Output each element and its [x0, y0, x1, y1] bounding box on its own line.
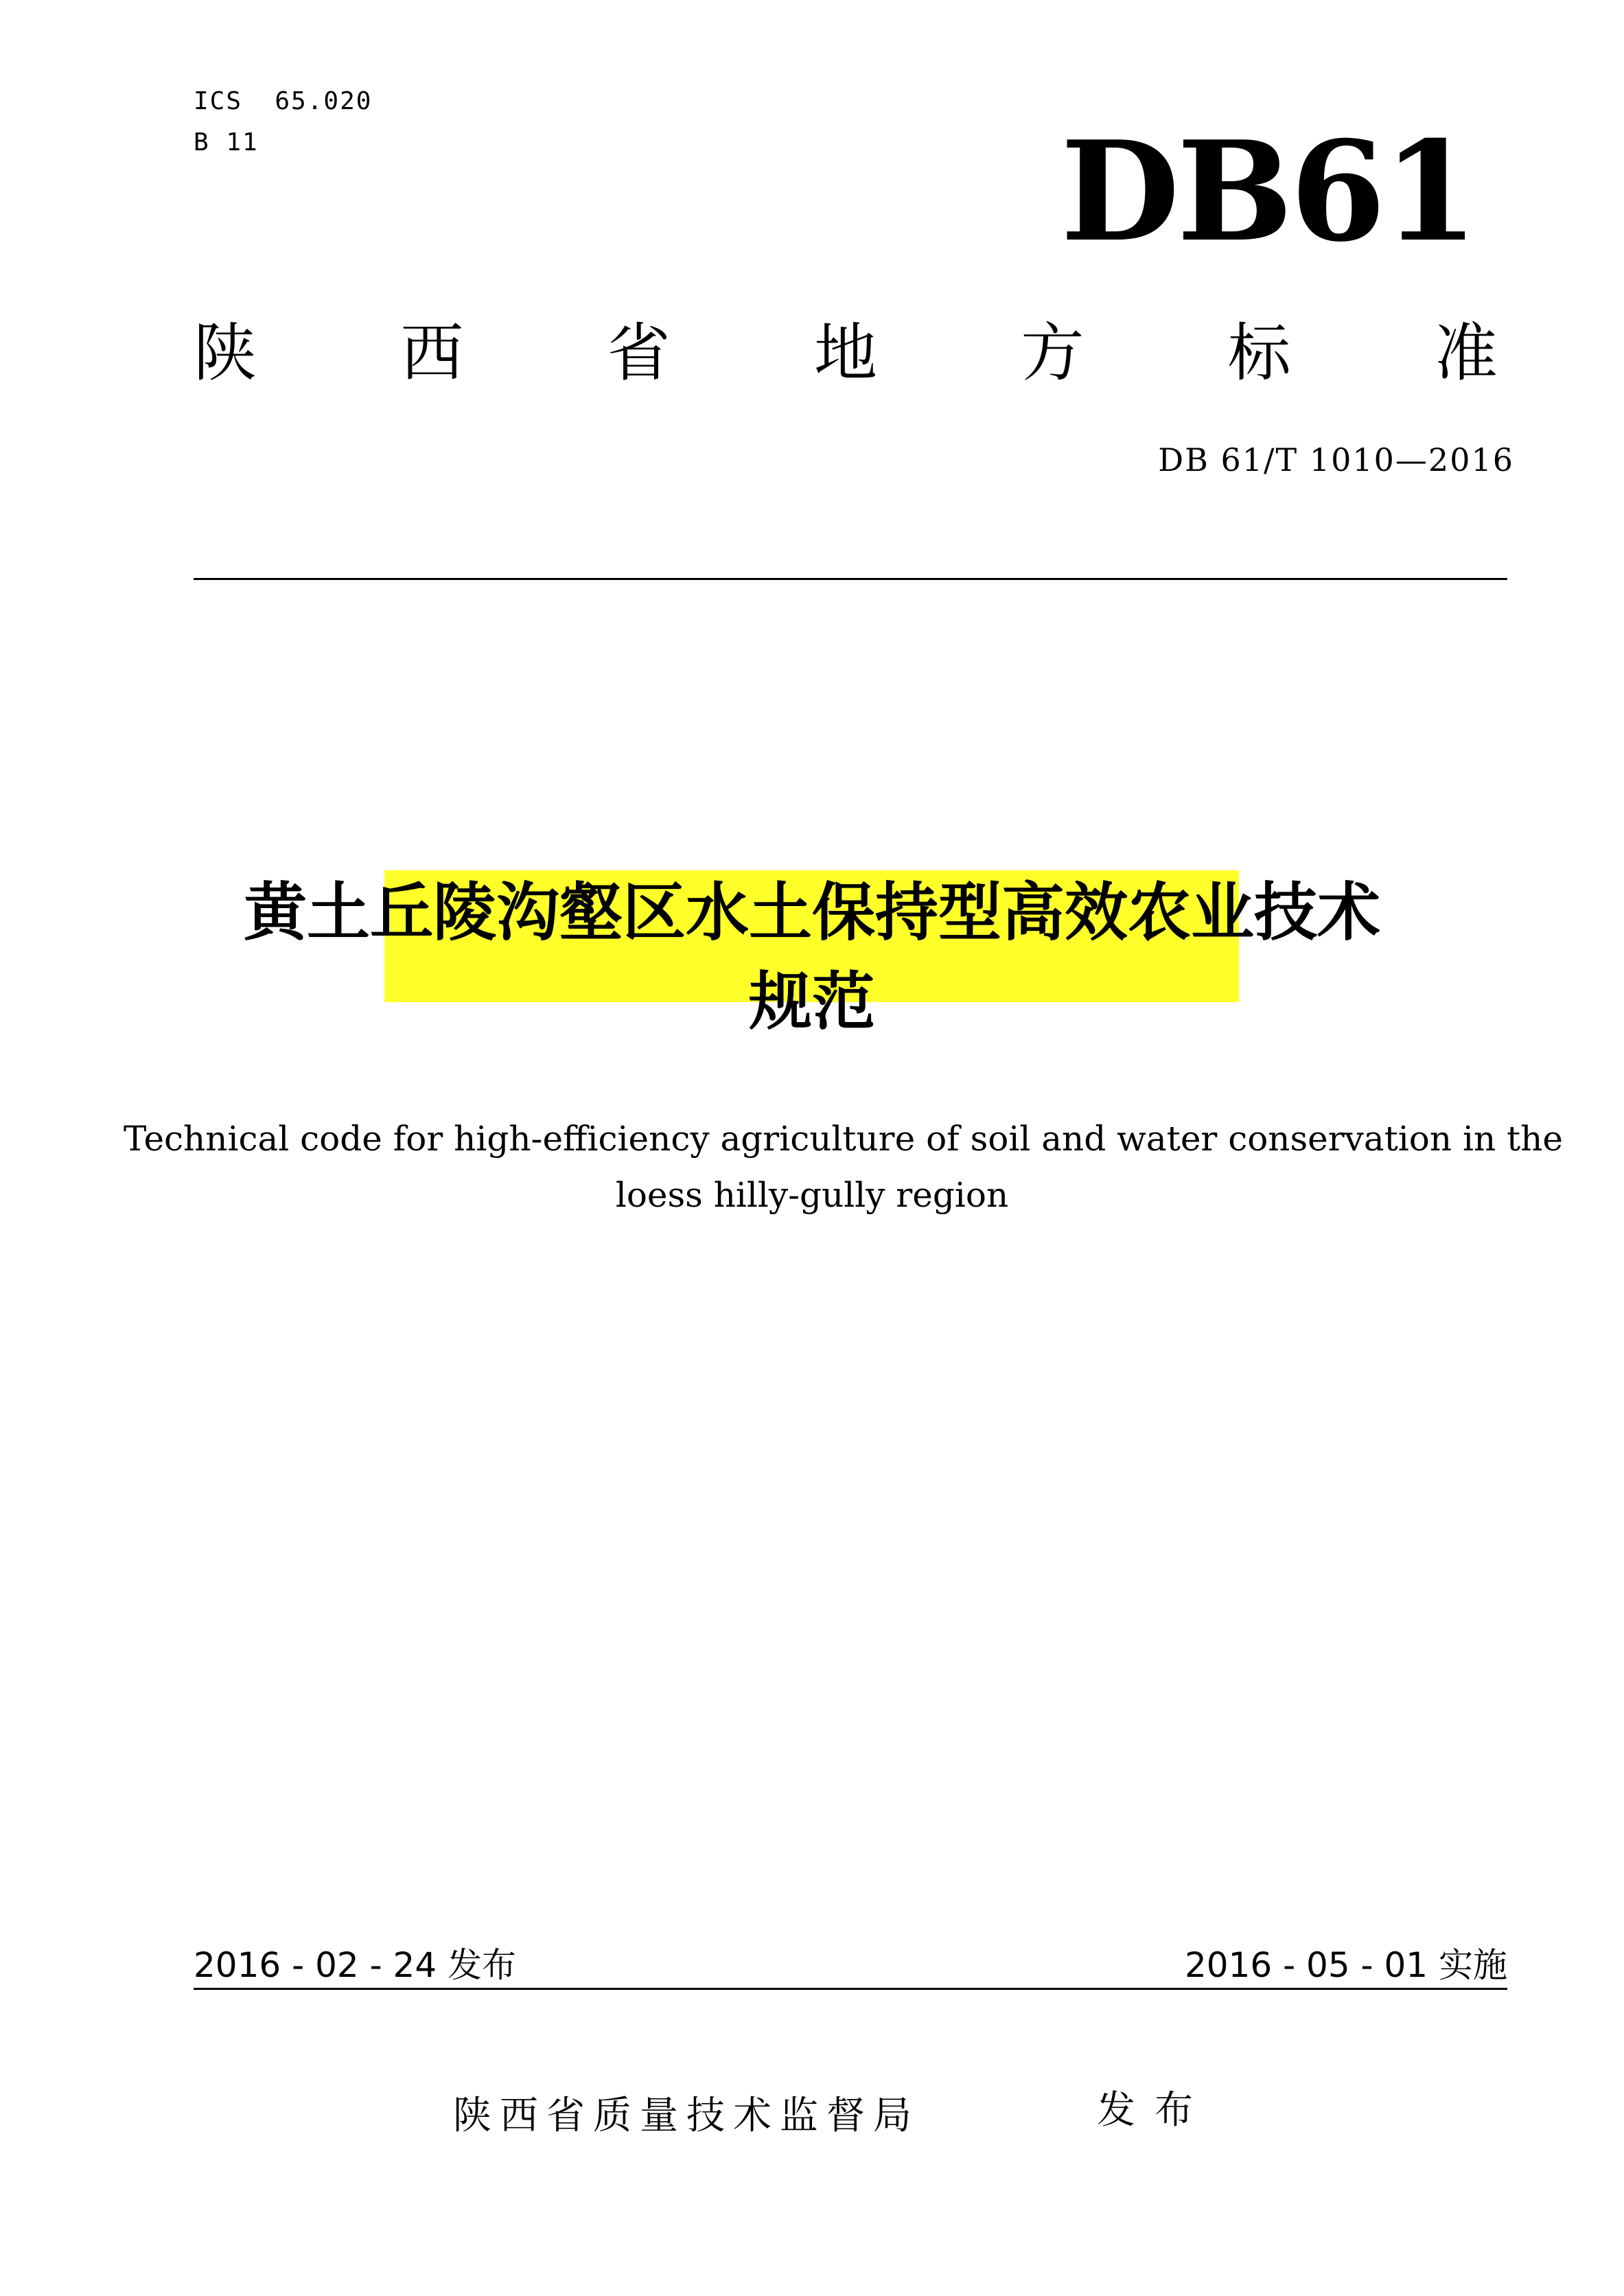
- standard-logo: DB61: [1060, 111, 1476, 272]
- title-english-line: Technical code for high-efficiency agriculture of soil and water conservation in the: [124, 1119, 1563, 1159]
- ccs-code: B 11: [194, 128, 259, 156]
- header-divider: [194, 578, 1507, 580]
- standard-type-char: 准: [1434, 316, 1498, 390]
- publisher-name: 陕西省质量技术监督局: [453, 2094, 920, 2138]
- title-english: [124, 1111, 1563, 1223]
- implementation-date: 2016 - 05 - 01 实施: [1184, 1945, 1507, 1985]
- standard-type-char: 标: [1227, 316, 1291, 390]
- standard-type-char: 陕: [194, 316, 257, 390]
- title-english-line: loess hilly-gully region: [615, 1175, 1009, 1215]
- title-chinese: [124, 868, 1500, 1047]
- title-chinese-line: 规范: [748, 965, 875, 1039]
- standard-number: DB 61/T 1010—2016: [1158, 441, 1514, 478]
- standard-type-char: 西: [400, 316, 464, 390]
- standard-type-heading: [194, 312, 1498, 395]
- issue-date: 2016 - 02 - 24 发布: [194, 1945, 517, 1985]
- title-chinese-line: 黄土丘陵沟壑区水土保持型高效农业技术: [243, 876, 1380, 949]
- ics-code: ICS 65.020: [194, 87, 373, 115]
- standard-type-char: 方: [1021, 316, 1084, 390]
- publish-label: 发布: [1097, 2088, 1212, 2133]
- classification-codes: [194, 81, 372, 163]
- standard-type-char: 省: [607, 316, 671, 390]
- footer-divider: [194, 1988, 1507, 1990]
- standard-type-char: 地: [813, 316, 877, 390]
